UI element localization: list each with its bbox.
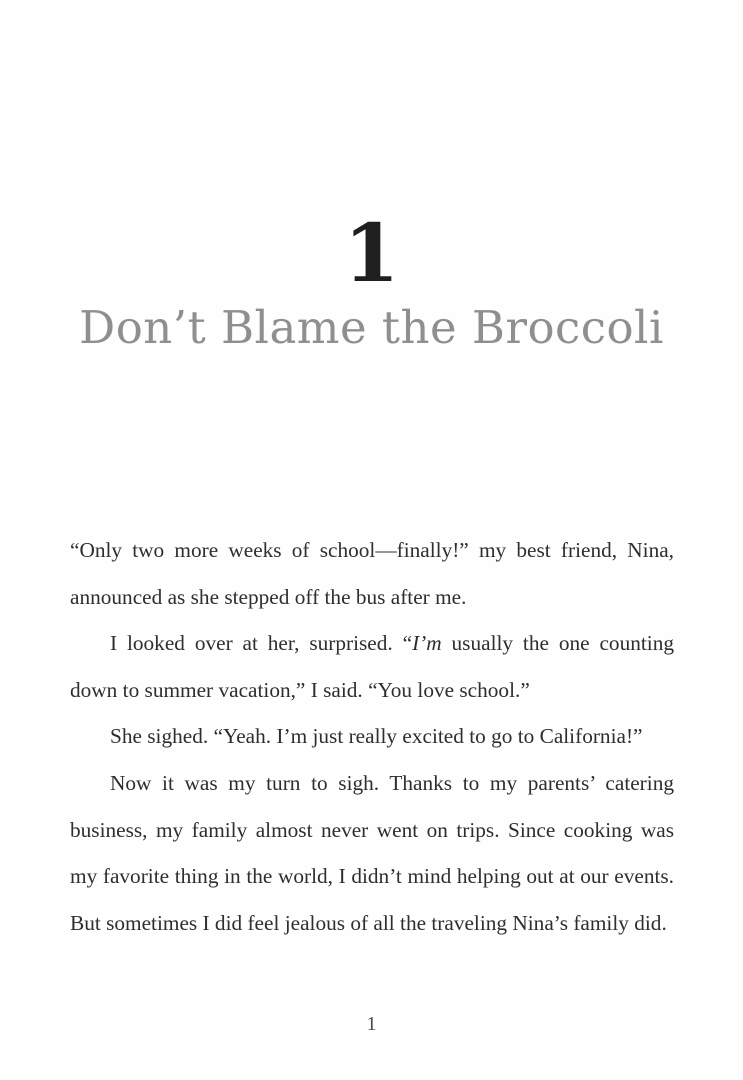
text-run: usually the one counting down to summer vacation,” I said. “You love school.” bbox=[70, 631, 674, 702]
text-run: I looked over at her, surprised. “ bbox=[110, 631, 413, 656]
paragraph bbox=[70, 527, 674, 620]
body-text bbox=[70, 527, 674, 946]
page-number-footer: 1 bbox=[366, 1013, 377, 1035]
text-run: She sighed. “Yeah. I’m just really excited to go to California!” bbox=[110, 724, 643, 749]
paragraph bbox=[70, 713, 674, 760]
text-run: “Only two more weeks of school—finally!” my best friend, Nina, announced as she stepped off the bus after me. bbox=[70, 538, 674, 609]
chapter-title: Don’t Blame the Broccoli bbox=[79, 301, 664, 354]
paragraph bbox=[70, 620, 674, 713]
paragraph bbox=[70, 760, 674, 946]
chapter-number: 1 bbox=[343, 206, 400, 300]
text-run: Now it was my turn to sigh. Thanks to my parents’ catering business, my family almost never went on trips. Since cooking was my favorite thing in the world, I didn’t mind helping out at our events. But sometimes I did feel jealous of all the traveling Nina’s family did. bbox=[70, 770, 674, 935]
italic-text-run: I’m bbox=[412, 631, 442, 656]
